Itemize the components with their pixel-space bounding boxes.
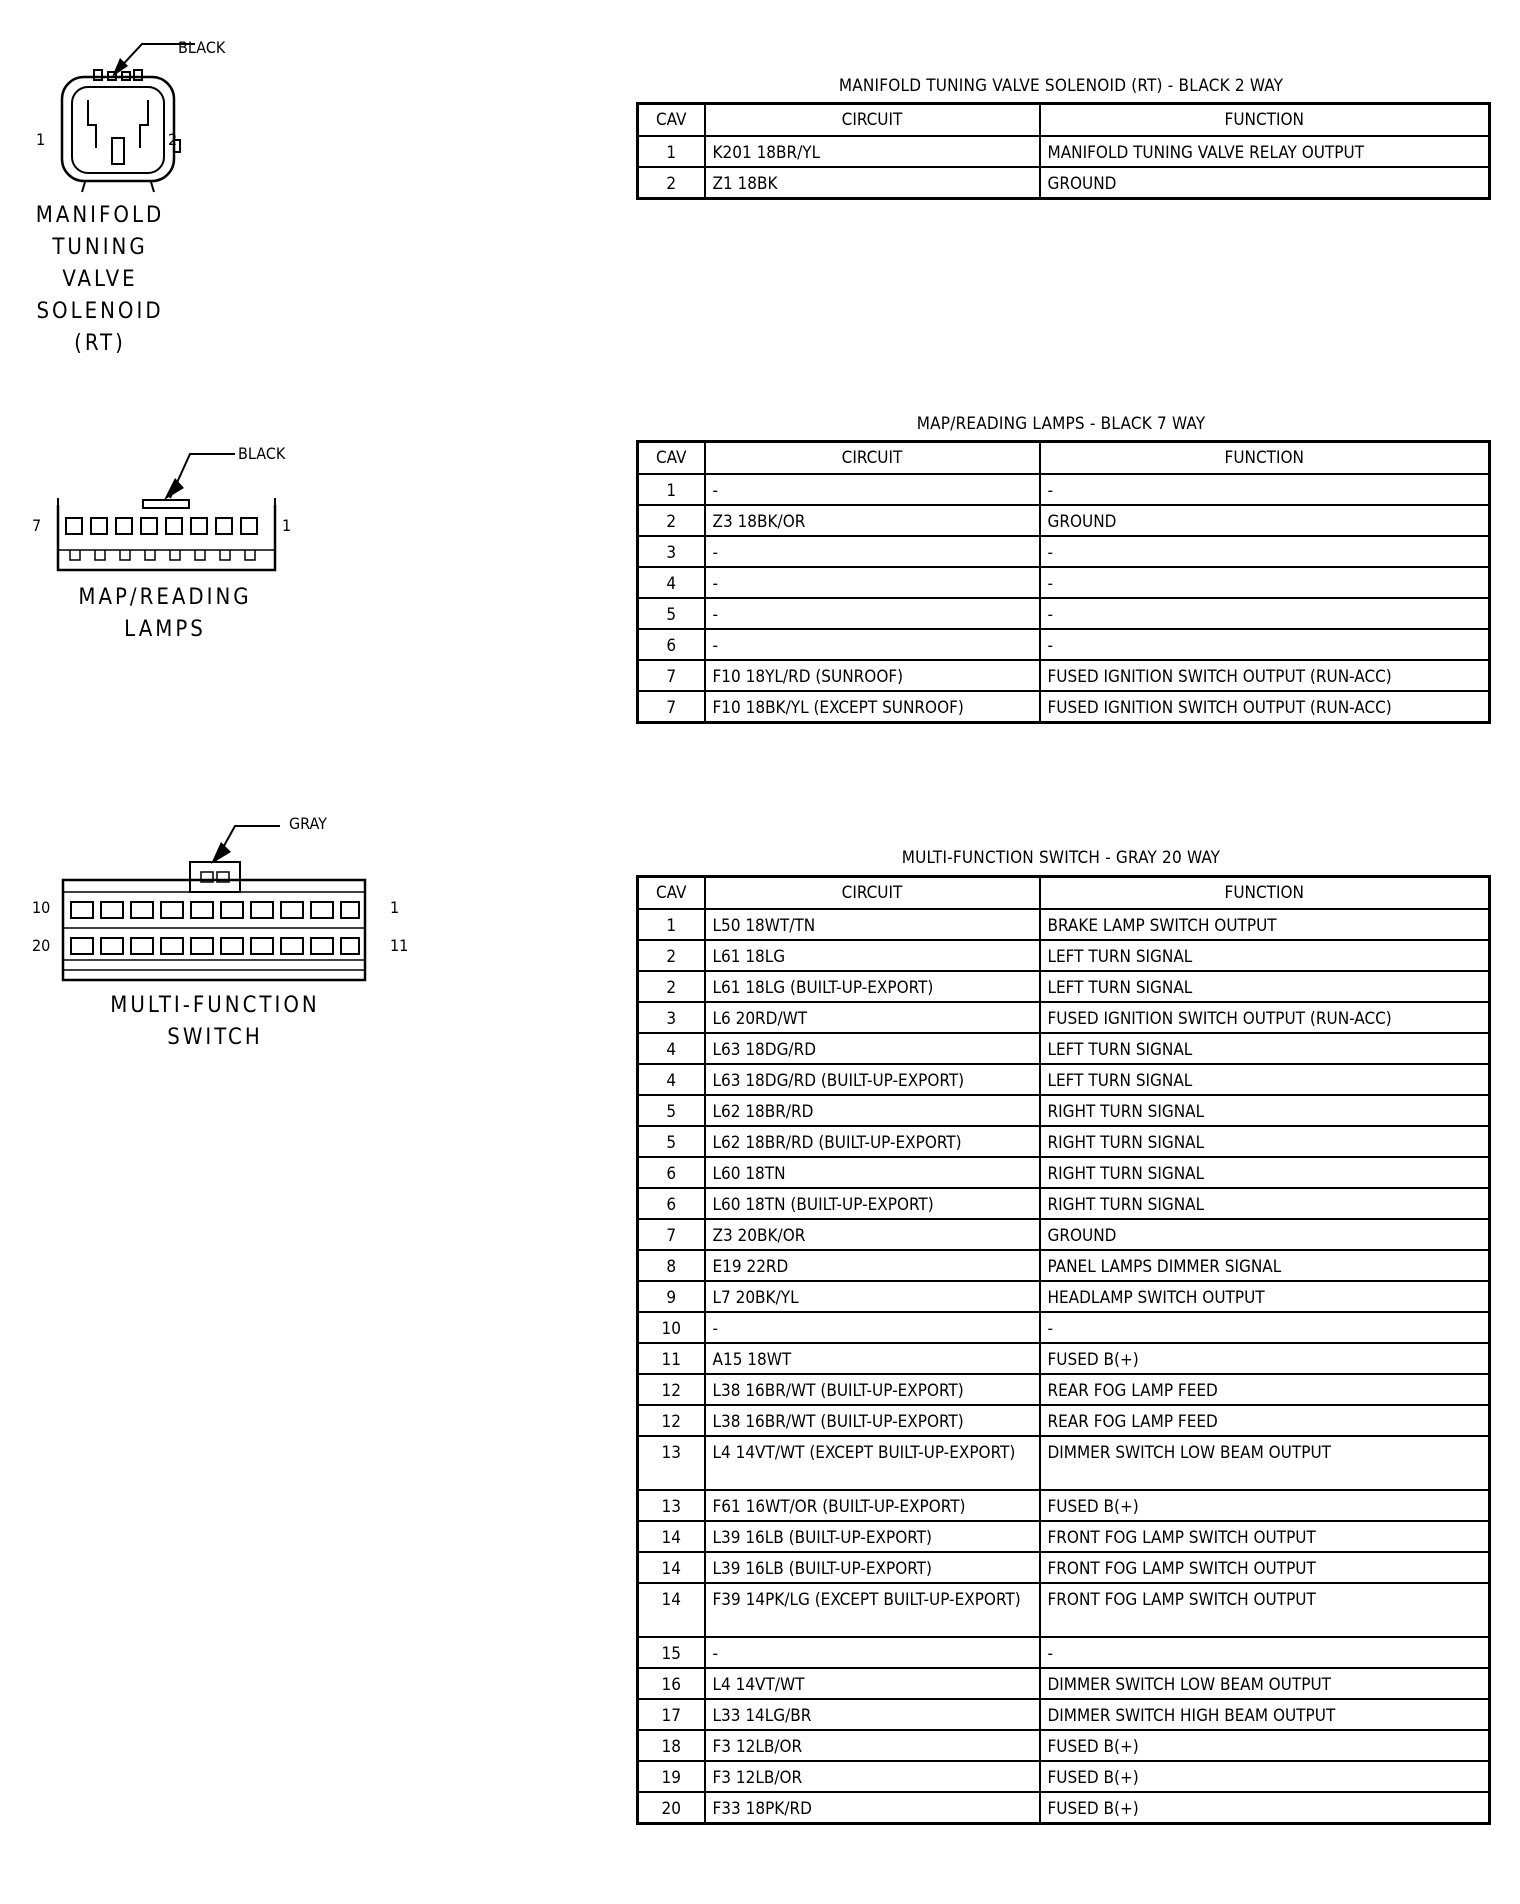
cell-circuit: F39 14PK/LG (EXCEPT BUILT-UP-EXPORT) <box>705 1583 1040 1637</box>
table-row <box>638 1637 1490 1668</box>
map-pin-left: 7 <box>32 516 42 535</box>
manifold-pin-left: 1 <box>36 130 46 149</box>
cell-function: - <box>1040 567 1490 598</box>
cell-cav: 18 <box>638 1730 705 1761</box>
cell-function: - <box>1040 474 1490 505</box>
mfs-pin-bottom-right: 11 <box>390 936 409 955</box>
table-row <box>638 1157 1490 1188</box>
manifold-color-callout: BLACK <box>178 38 226 57</box>
cell-cav: 2 <box>638 940 705 971</box>
cell-cav: 3 <box>638 1002 705 1033</box>
table-header-row <box>638 104 1490 137</box>
table-row <box>638 1521 1490 1552</box>
cell-circuit: F33 18PK/RD <box>705 1792 1040 1823</box>
cell-circuit: E19 22RD <box>705 1250 1040 1281</box>
cell-function: - <box>1040 629 1490 660</box>
cell-cav: 12 <box>638 1405 705 1436</box>
cell-cav: 7 <box>638 660 705 691</box>
cell-cav: 7 <box>638 691 705 722</box>
table-row <box>638 971 1490 1002</box>
cell-function: - <box>1040 1312 1490 1343</box>
table-row <box>638 1188 1490 1219</box>
manifold-pin-right: 2 <box>168 130 178 149</box>
table-row <box>638 1312 1490 1343</box>
cell-cav: 4 <box>638 1033 705 1064</box>
cell-cav: 5 <box>638 598 705 629</box>
header-function: FUNCTION <box>1040 442 1490 475</box>
manifold-table-title: MANIFOLD TUNING VALVE SOLENOID (RT) - BLACK 2 WAY <box>838 76 1284 96</box>
cell-cav: 14 <box>638 1583 705 1637</box>
cell-cav: 2 <box>638 971 705 1002</box>
table-row <box>638 1343 1490 1374</box>
manifold-pinout-table <box>636 102 1491 200</box>
table-row <box>638 1002 1490 1033</box>
table-body <box>638 474 1490 722</box>
header-cav: CAV <box>638 877 705 910</box>
cell-function: - <box>1040 1637 1490 1668</box>
cell-function: RIGHT TURN SIGNAL <box>1040 1126 1490 1157</box>
label-line: LAMPS <box>124 617 206 642</box>
header-function: FUNCTION <box>1040 104 1490 137</box>
cell-function: FUSED B(+) <box>1040 1792 1490 1823</box>
table-row <box>638 536 1490 567</box>
cell-function: RIGHT TURN SIGNAL <box>1040 1188 1490 1219</box>
table-row <box>638 909 1490 940</box>
manifold-connector-label <box>10 200 190 360</box>
cell-function: GROUND <box>1040 1219 1490 1250</box>
cell-circuit: L62 18BR/RD (BUILT-UP-EXPORT) <box>705 1126 1040 1157</box>
cell-circuit: - <box>705 567 1040 598</box>
cell-circuit: L39 16LB (BUILT-UP-EXPORT) <box>705 1521 1040 1552</box>
cell-function: LEFT TURN SIGNAL <box>1040 1064 1490 1095</box>
cell-cav: 2 <box>638 167 705 198</box>
cell-cav: 14 <box>638 1552 705 1583</box>
multi-function-switch-label <box>80 990 350 1054</box>
cell-cav: 12 <box>638 1374 705 1405</box>
cell-function: GROUND <box>1040 167 1490 198</box>
cell-circuit: Z1 18BK <box>705 167 1040 198</box>
cell-cav: 7 <box>638 1219 705 1250</box>
table-row <box>638 1761 1490 1792</box>
table-row <box>638 1126 1490 1157</box>
table-row <box>638 1064 1490 1095</box>
cell-function: REAR FOG LAMP FEED <box>1040 1374 1490 1405</box>
cell-function: HEADLAMP SWITCH OUTPUT <box>1040 1281 1490 1312</box>
map-reading-lamps-label <box>40 582 290 646</box>
table-row <box>638 167 1490 198</box>
cell-cav: 6 <box>638 629 705 660</box>
cell-circuit: - <box>705 536 1040 567</box>
label-line: MULTI-FUNCTION <box>110 993 320 1018</box>
cell-cav: 10 <box>638 1312 705 1343</box>
cell-circuit: L7 20BK/YL <box>705 1281 1040 1312</box>
cell-function: - <box>1040 536 1490 567</box>
table-row <box>638 505 1490 536</box>
cell-function: PANEL LAMPS DIMMER SIGNAL <box>1040 1250 1490 1281</box>
cell-circuit: Z3 20BK/OR <box>705 1219 1040 1250</box>
table-row <box>638 1405 1490 1436</box>
cell-circuit: - <box>705 629 1040 660</box>
mfs-pin-bottom-left: 20 <box>32 936 51 955</box>
table-row <box>638 1033 1490 1064</box>
cell-cav: 19 <box>638 1761 705 1792</box>
table-row <box>638 1792 1490 1823</box>
table-row <box>638 1583 1490 1637</box>
cell-circuit: L4 14VT/WT (EXCEPT BUILT-UP-EXPORT) <box>705 1436 1040 1490</box>
cell-circuit: Z3 18BK/OR <box>705 505 1040 536</box>
table-row <box>638 1281 1490 1312</box>
cell-function: - <box>1040 598 1490 629</box>
table-row <box>638 1095 1490 1126</box>
cell-circuit: L38 16BR/WT (BUILT-UP-EXPORT) <box>705 1374 1040 1405</box>
header-cav: CAV <box>638 442 705 475</box>
label-line: SOLENOID <box>36 299 164 324</box>
cell-circuit: L63 18DG/RD (BUILT-UP-EXPORT) <box>705 1064 1040 1095</box>
label-line: (RT) <box>74 331 126 356</box>
cell-circuit: L61 18LG <box>705 940 1040 971</box>
cell-circuit: L39 16LB (BUILT-UP-EXPORT) <box>705 1552 1040 1583</box>
cell-function: RIGHT TURN SIGNAL <box>1040 1157 1490 1188</box>
cell-circuit: L61 18LG (BUILT-UP-EXPORT) <box>705 971 1040 1002</box>
cell-function: LEFT TURN SIGNAL <box>1040 1033 1490 1064</box>
cell-cav: 5 <box>638 1095 705 1126</box>
cell-cav: 1 <box>638 136 705 167</box>
label-line: MAP/READING <box>78 585 252 610</box>
cell-circuit: F3 12LB/OR <box>705 1761 1040 1792</box>
cell-function: MANIFOLD TUNING VALVE RELAY OUTPUT <box>1040 136 1490 167</box>
table-row <box>638 1490 1490 1521</box>
cell-circuit: - <box>705 598 1040 629</box>
cell-circuit: K201 18BR/YL <box>705 136 1040 167</box>
cell-cav: 16 <box>638 1668 705 1699</box>
mfs-pin-top-left: 10 <box>32 898 51 917</box>
cell-cav: 13 <box>638 1490 705 1521</box>
multi-function-switch-pinout-table <box>636 875 1491 1825</box>
cell-circuit: L60 18TN (BUILT-UP-EXPORT) <box>705 1188 1040 1219</box>
table-row <box>638 598 1490 629</box>
mfs-pin-top-right: 1 <box>390 898 400 917</box>
cell-circuit: - <box>705 1637 1040 1668</box>
cell-circuit: L4 14VT/WT <box>705 1668 1040 1699</box>
table-row <box>638 1552 1490 1583</box>
cell-cav: 4 <box>638 1064 705 1095</box>
cell-function: FUSED B(+) <box>1040 1343 1490 1374</box>
map-pin-right: 1 <box>282 516 292 535</box>
cell-function: REAR FOG LAMP FEED <box>1040 1405 1490 1436</box>
cell-circuit: F10 18YL/RD (SUNROOF) <box>705 660 1040 691</box>
cell-circuit: L60 18TN <box>705 1157 1040 1188</box>
table-body <box>638 909 1490 1823</box>
cell-circuit: L63 18DG/RD <box>705 1033 1040 1064</box>
table-row <box>638 1436 1490 1490</box>
table-row <box>638 660 1490 691</box>
cell-circuit: A15 18WT <box>705 1343 1040 1374</box>
map-reading-lamps-pinout-table <box>636 440 1491 724</box>
cell-function: BRAKE LAMP SWITCH OUTPUT <box>1040 909 1490 940</box>
header-circuit: CIRCUIT <box>705 877 1040 910</box>
table-row <box>638 1374 1490 1405</box>
table-row <box>638 691 1490 722</box>
cell-cav: 1 <box>638 909 705 940</box>
cell-circuit: L6 20RD/WT <box>705 1002 1040 1033</box>
cell-cav: 3 <box>638 536 705 567</box>
header-circuit: CIRCUIT <box>705 104 1040 137</box>
cell-cav: 14 <box>638 1521 705 1552</box>
cell-function: FUSED B(+) <box>1040 1761 1490 1792</box>
label-line: VALVE <box>62 267 138 292</box>
cell-circuit: - <box>705 1312 1040 1343</box>
cell-function: FUSED IGNITION SWITCH OUTPUT (RUN-ACC) <box>1040 1002 1490 1033</box>
cell-function: LEFT TURN SIGNAL <box>1040 940 1490 971</box>
multi-function-switch-connector-drawing <box>55 810 375 985</box>
cell-cav: 17 <box>638 1699 705 1730</box>
table-row <box>638 136 1490 167</box>
cell-cav: 4 <box>638 567 705 598</box>
cell-function: RIGHT TURN SIGNAL <box>1040 1095 1490 1126</box>
label-line: TUNING <box>52 235 148 260</box>
cell-cav: 6 <box>638 1157 705 1188</box>
cell-cav: 2 <box>638 505 705 536</box>
cell-function: DIMMER SWITCH LOW BEAM OUTPUT <box>1040 1668 1490 1699</box>
label-line: MANIFOLD <box>35 203 165 228</box>
cell-function: DIMMER SWITCH HIGH BEAM OUTPUT <box>1040 1699 1490 1730</box>
table-row <box>638 1219 1490 1250</box>
cell-cav: 13 <box>638 1436 705 1490</box>
cell-circuit: F10 18BK/YL (EXCEPT SUNROOF) <box>705 691 1040 722</box>
cell-circuit: F3 12LB/OR <box>705 1730 1040 1761</box>
cell-function: LEFT TURN SIGNAL <box>1040 971 1490 1002</box>
table-row <box>638 1668 1490 1699</box>
table-body <box>638 136 1490 198</box>
table-row <box>638 629 1490 660</box>
table-row <box>638 1730 1490 1761</box>
mfs-table-title: MULTI-FUNCTION SWITCH - GRAY 20 WAY <box>901 848 1221 868</box>
cell-circuit: L62 18BR/RD <box>705 1095 1040 1126</box>
cell-circuit: F61 16WT/OR (BUILT-UP-EXPORT) <box>705 1490 1040 1521</box>
cell-circuit: L38 16BR/WT (BUILT-UP-EXPORT) <box>705 1405 1040 1436</box>
cell-circuit: L50 18WT/TN <box>705 909 1040 940</box>
cell-circuit: L33 14LG/BR <box>705 1699 1040 1730</box>
cell-circuit: - <box>705 474 1040 505</box>
cell-function: GROUND <box>1040 505 1490 536</box>
table-header-row <box>638 442 1490 475</box>
cell-cav: 8 <box>638 1250 705 1281</box>
cell-function: FUSED B(+) <box>1040 1730 1490 1761</box>
map-table-title: MAP/READING LAMPS - BLACK 7 WAY <box>916 414 1206 434</box>
table-header-row <box>638 877 1490 910</box>
header-cav: CAV <box>638 104 705 137</box>
cell-function: FUSED IGNITION SWITCH OUTPUT (RUN-ACC) <box>1040 691 1490 722</box>
cell-function: FUSED IGNITION SWITCH OUTPUT (RUN-ACC) <box>1040 660 1490 691</box>
cell-cav: 5 <box>638 1126 705 1157</box>
header-function: FUNCTION <box>1040 877 1490 910</box>
map-color-callout: BLACK <box>238 444 286 463</box>
table-row <box>638 474 1490 505</box>
cell-function: FRONT FOG LAMP SWITCH OUTPUT <box>1040 1552 1490 1583</box>
cell-function: FRONT FOG LAMP SWITCH OUTPUT <box>1040 1521 1490 1552</box>
cell-function: FRONT FOG LAMP SWITCH OUTPUT <box>1040 1583 1490 1637</box>
label-line: SWITCH <box>167 1025 263 1050</box>
mfs-color-callout: GRAY <box>289 814 327 833</box>
cell-function: DIMMER SWITCH LOW BEAM OUTPUT <box>1040 1436 1490 1490</box>
cell-cav: 11 <box>638 1343 705 1374</box>
table-row <box>638 1250 1490 1281</box>
cell-cav: 6 <box>638 1188 705 1219</box>
header-circuit: CIRCUIT <box>705 442 1040 475</box>
cell-cav: 1 <box>638 474 705 505</box>
cell-function: FUSED B(+) <box>1040 1490 1490 1521</box>
table-row <box>638 940 1490 971</box>
table-row <box>638 1699 1490 1730</box>
cell-cav: 15 <box>638 1637 705 1668</box>
cell-cav: 20 <box>638 1792 705 1823</box>
table-row <box>638 567 1490 598</box>
cell-cav: 9 <box>638 1281 705 1312</box>
